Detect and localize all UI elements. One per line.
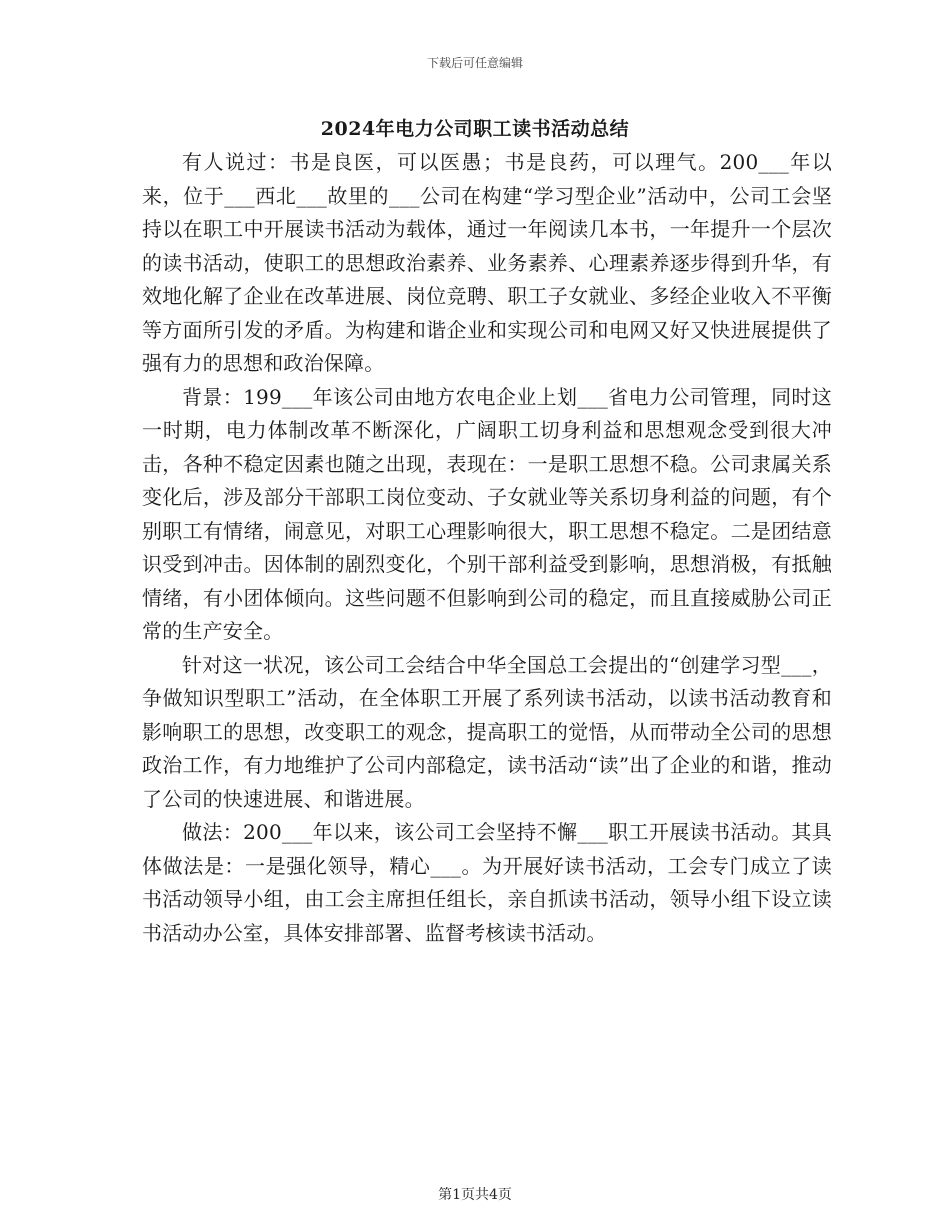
document-body	[142, 146, 832, 950]
paragraph-intro: 有人说过：书是良医，可以医愚；书是良药，可以理气。200___年以来，位于___西北___故里的___公司在构建“学习型企业”活动中，公司工会坚持以在职工中开展读书活动为载体，通过一年阅读几本书，一年提升一个层次的读书活动，使职工的思想政治素养、业务素养、心理素养逐步得到升华，有效地化解了企业在改革进展、岗位竞聘、职工子女就业、多经企业收入不平衡等方面所引发的矛盾。为构建和谐企业和实现公司和电网又好又快进展提供了强有力的思想和政治保障。	[142, 150, 832, 375]
paragraph-methods: 做法：200___年以来，该公司工会坚持不懈___职工开展读书活动。其具体做法是：一是强化领导，精心___。为开展好读书活动，工会专门成立了读书活动领导小组，由工会主席担任组长，亲自抓读书活动，领导小组下设立读书活动办公室，具体安排部署、监督考核读书活动。	[142, 820, 832, 945]
document-title: 2024年电力公司职工读书活动总结	[320, 118, 630, 140]
paragraph-background: 背景：199___年该公司由地方农电企业上划___省电力公司管理，同时这一时期，电力体制改革不断深化，广阔职工切身利益和思想观念受到很大冲击，各种不稳定因素也随之出现，表现在：一是职工思想不稳。公司隶属关系变化后，涉及部分干部职工岗位变动、子女就业等关系切身利益的问题，有个别职工有情绪，闹意见，对职工心理影响很大，职工思想不稳定。二是团结意识受到冲击。因体制的剧烈变化，个别干部利益受到影响，思想消极，有抵触情绪，有小团体倾向。这些问题不但影响到公司的稳定，而且直接威胁公司正常的生产安全。	[142, 384, 832, 643]
header-note: 下载后可任意编辑	[426, 56, 523, 70]
page-number: 第1页共4页	[438, 1187, 512, 1203]
paragraph-response: 针对这一状况，该公司工会结合中华全国总工会提出的“创建学习型___，争做知识型职工”活动，在全体职工开展了系列读书活动，以读书活动教育和影响职工的思想，改变职工的观念，提高职工的觉悟，从而带动全公司的思想政治工作，有力地维护了公司内部稳定，读书活动“读”出了企业的和谐，推动了公司的快速进展、和谐进展。	[142, 652, 832, 811]
